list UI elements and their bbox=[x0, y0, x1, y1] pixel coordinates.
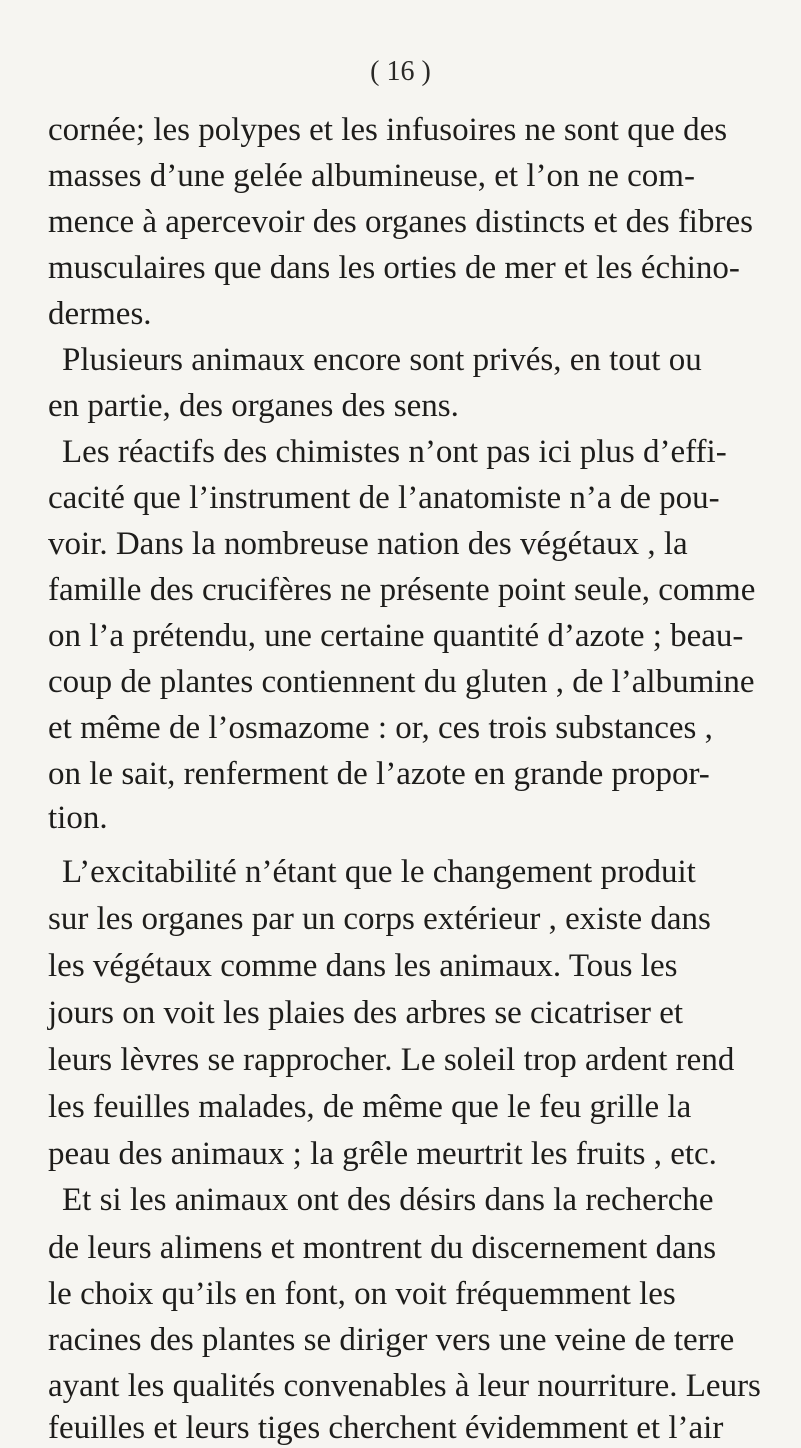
text-line: et même de l’osmazome : or, ces trois substances , bbox=[48, 710, 713, 746]
page-number: ( 16 ) bbox=[370, 56, 431, 87]
text-line: on le sait, renferment de l’azote en grande propor- bbox=[48, 756, 710, 792]
text-line: feuilles et leurs tiges cherchent évidemment et l’air bbox=[48, 1410, 724, 1446]
text-line: les feuilles malades, de même que le feu grille la bbox=[48, 1089, 692, 1125]
text-line: Plusieurs animaux encore sont privés, en tout ou bbox=[62, 342, 702, 378]
text-line: on l’a prétendu, une certaine quantité d’azote ; beau- bbox=[48, 618, 744, 654]
text-line: famille des crucifères ne présente point seule, comme bbox=[48, 572, 756, 608]
text-line: musculaires que dans les orties de mer et les échino- bbox=[48, 250, 740, 286]
text-line: voir. Dans la nombreuse nation des végétaux , la bbox=[48, 526, 688, 562]
text-line: Les réactifs des chimistes n’ont pas ici plus d’effi- bbox=[62, 434, 727, 470]
text-line: le choix qu’ils en font, on voit fréquemment les bbox=[48, 1276, 676, 1312]
text-line: en partie, des organes des sens. bbox=[48, 388, 459, 424]
text-line: de leurs alimens et montrent du discernement dans bbox=[48, 1230, 717, 1266]
text-line: ayant les qualités convenables à leur nourriture. Leurs bbox=[48, 1368, 761, 1404]
text-line: Et si les animaux ont des désirs dans la recherche bbox=[62, 1182, 714, 1218]
text-line: sur les organes par un corps extérieur , existe dans bbox=[48, 901, 711, 937]
text-line: tion. bbox=[48, 800, 108, 836]
text-line: dermes. bbox=[48, 296, 152, 332]
text-line: mence à apercevoir des organes distincts et des fibres bbox=[48, 204, 753, 240]
text-line: coup de plantes contiennent du gluten , de l’albumine bbox=[48, 664, 755, 700]
text-line: leurs lèvres se rapprocher. Le soleil trop ardent rend bbox=[48, 1042, 735, 1078]
text-line: racines des plantes se diriger vers une veine de terre bbox=[48, 1322, 735, 1358]
text-line: peau des animaux ; la grêle meurtrit les fruits , etc. bbox=[48, 1136, 717, 1172]
text-line: cacité que l’instrument de l’anatomiste n’a de pou- bbox=[48, 480, 720, 516]
text-line: masses d’une gelée albumineuse, et l’on ne com- bbox=[48, 158, 695, 194]
text-line: L’excitabilité n’étant que le changement produit bbox=[62, 854, 696, 890]
text-line: cornée; les polypes et les infusoires ne sont que des bbox=[48, 112, 728, 148]
text-line: les végétaux comme dans les animaux. Tous les bbox=[48, 948, 678, 984]
text-line: jours on voit les plaies des arbres se cicatriser et bbox=[48, 995, 684, 1031]
